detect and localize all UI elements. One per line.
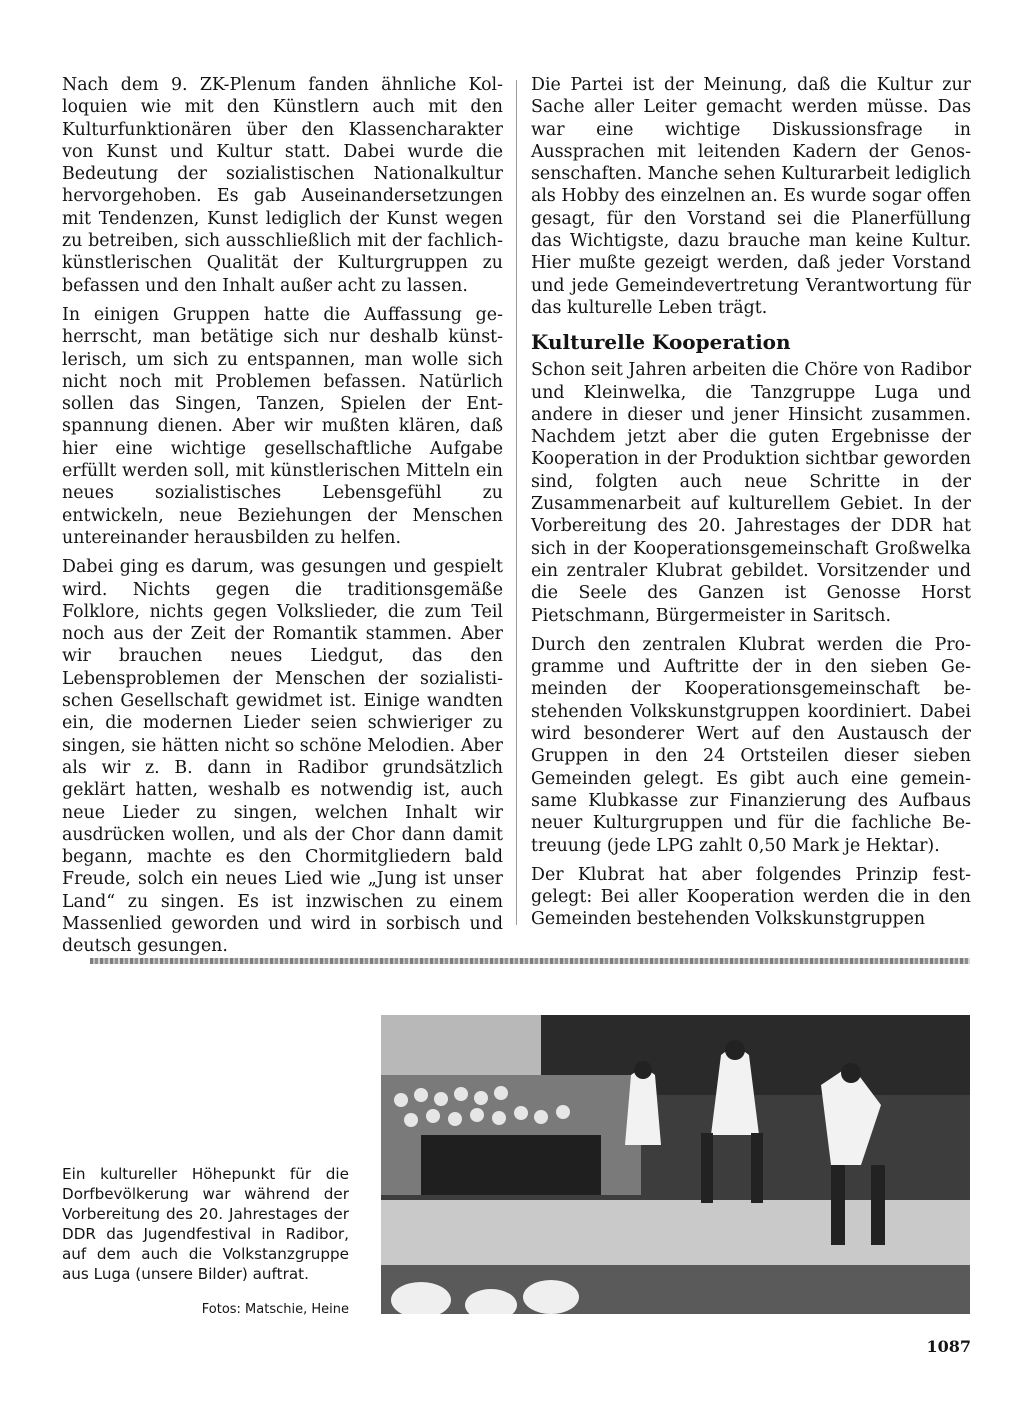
page-number: 1087 bbox=[926, 1337, 971, 1356]
paragraph: Schon seit Jahren arbeiten die Chöre von Radibor und Kleinwelka, die Tanzgruppe Luga und andere in dieser und jener Hinsicht zusammen. Nachdem jetzt aber die guten Ergebnisse der Kooperation in der Produktion sichtbar geworden sind, folgten auch neue Schritte in der Zusammenarbeit auf kulturellem Gebiet. In der Vorbereitung des 20. Jahrestages der DDR hat sich in der Kooperationsgemeinschaft Großwelka ein zentraler Klubrat gebildet. Vorsitzender und die Seele des Ganzen ist Genosse Horst Pietschmann, Bürgermeister in Saritsch. bbox=[531, 360, 972, 626]
paragraph: Durch den zentralen Klubrat werden die Programme und Auftritte der in den sieben Gemeinden der Kooperationsgemeinschaft bestehenden Volkskunstgruppen koordiniert. Dabei wird besonderer Wert auf den Austausch der Gruppen in den 24 Ortsteilen dieser sieben Gemeinden gelegt. Es gibt auch eine gemeinsame Klubkasse zur Finanzierung des Aufbaus neuer Kulturgruppen und für die fachliche Betreuung (jede LPG zahlt 0,50 Mark je Hektar). bbox=[531, 634, 971, 856]
halftone-separator bbox=[90, 958, 970, 964]
photo-credit: Fotos: Matschie, Heine bbox=[201, 1302, 349, 1317]
article-left-column bbox=[62, 74, 503, 965]
paragraph: In einigen Gruppen hatte die Auffassung geherrscht, man betätige sich nur deshalb künstlerisch, um sich zu entspannen, man wolle sich nicht noch mit Problemen befassen. Natürlich sollen das Singen, Tanzen, Spielen der Entspannung dienen. Aber wir mußten klären, daß hier eine wichtige gesellschaftliche Aufgabe erfüllt werden soll, mit künstlerischen Mitteln ein neues sozialistisches Lebensgefühl zu entwickeln, neue Beziehungen der Menschen untereinander herausbilden zu helfen. bbox=[62, 304, 503, 548]
paragraph: Die Partei ist der Meinung, daß die Kultur zur Sache aller Leiter gemacht werden müsse. Das war eine wichtige Diskussionsfrage in Aussprachen mit leitenden Kadern der Genossenschaften. Manche sehen Kulturarbeit lediglich als Hobby des einzelnen an. Es wurde sogar offen gesagt, für den Vorstand sei die Planerfüllung das Wichtigste, dazu brauche man keine Kultur. Hier mußte gezeigt werden, daß jeder Vorstand und jede Gemeindevertretung Verantwortung für das kulturelle Leben trägt. bbox=[531, 75, 971, 318]
photo-caption: Ein kultureller Höhepunkt für die Dorfbevölkerung war während der Vorbereitung des 20. Jahrestages der DDR das Jugendfestival in Radibor, auf dem auch die Volkstanzgruppe aus Luga (unsere Bilder) auftrat. bbox=[62, 1165, 349, 1284]
paragraph: Dabei ging es darum, was gesungen und gespielt wird. Nichts gegen die traditionsgemäße Folklore, nichts gegen Volkslieder, die zum Teil noch aus der Zeit der Romantik stammen. Aber wir brauchen neues Liedgut, das den Lebensproblemen der Menschen der sozialistischen Gesellschaft gewidmet ist. Einige wandten ein, die modernen Lieder seien schwieriger zu singen, sie hätten nicht so schöne Melodien. Aber als wir z. B. dann in Radibor grundsätzlich geklärt hatten, weshalb es notwendig ist, auch neue Lieder zu singen, welchen Inhalt wir ausdrücken wollen, und als der Chor dann damit begann, machte es den Chormitgliedern bald Freude, solch ein neues Lied wie „Jung ist unser Land“ zu singen. Es ist inzwischen zu einem Massenlied geworden und wird in sorbisch und deutsch gesungen. bbox=[62, 557, 503, 957]
folk-dance-photo bbox=[381, 1015, 970, 1314]
article-right-column bbox=[531, 74, 971, 938]
column-divider bbox=[516, 80, 517, 925]
paragraph: Nach dem 9. ZK-Plenum fanden ähnliche Kolloquien wie mit den Künstlern auch mit den Kulturfunktionären über den Klassencharakter von Kunst und Kultur statt. Dabei wurde die Bedeutung der sozialistischen Nationalkultur hervorgehoben. Es gab Auseinandersetzungen mit Tendenzen, Kunst lediglich der Kunst wegen zu betreiben, sich ausschließlich mit der fachlich-künstlerischen Qualität der Kulturgruppen zu befassen und den Inhalt außer acht zu lassen. bbox=[62, 75, 503, 296]
paragraph: Der Klubrat hat aber folgendes Prinzip festgelegt: Bei aller Kooperation werden die in den Gemeinden bestehenden Volkskunstgruppen bbox=[531, 864, 971, 930]
section-heading: Kulturelle Kooperation bbox=[531, 330, 791, 355]
